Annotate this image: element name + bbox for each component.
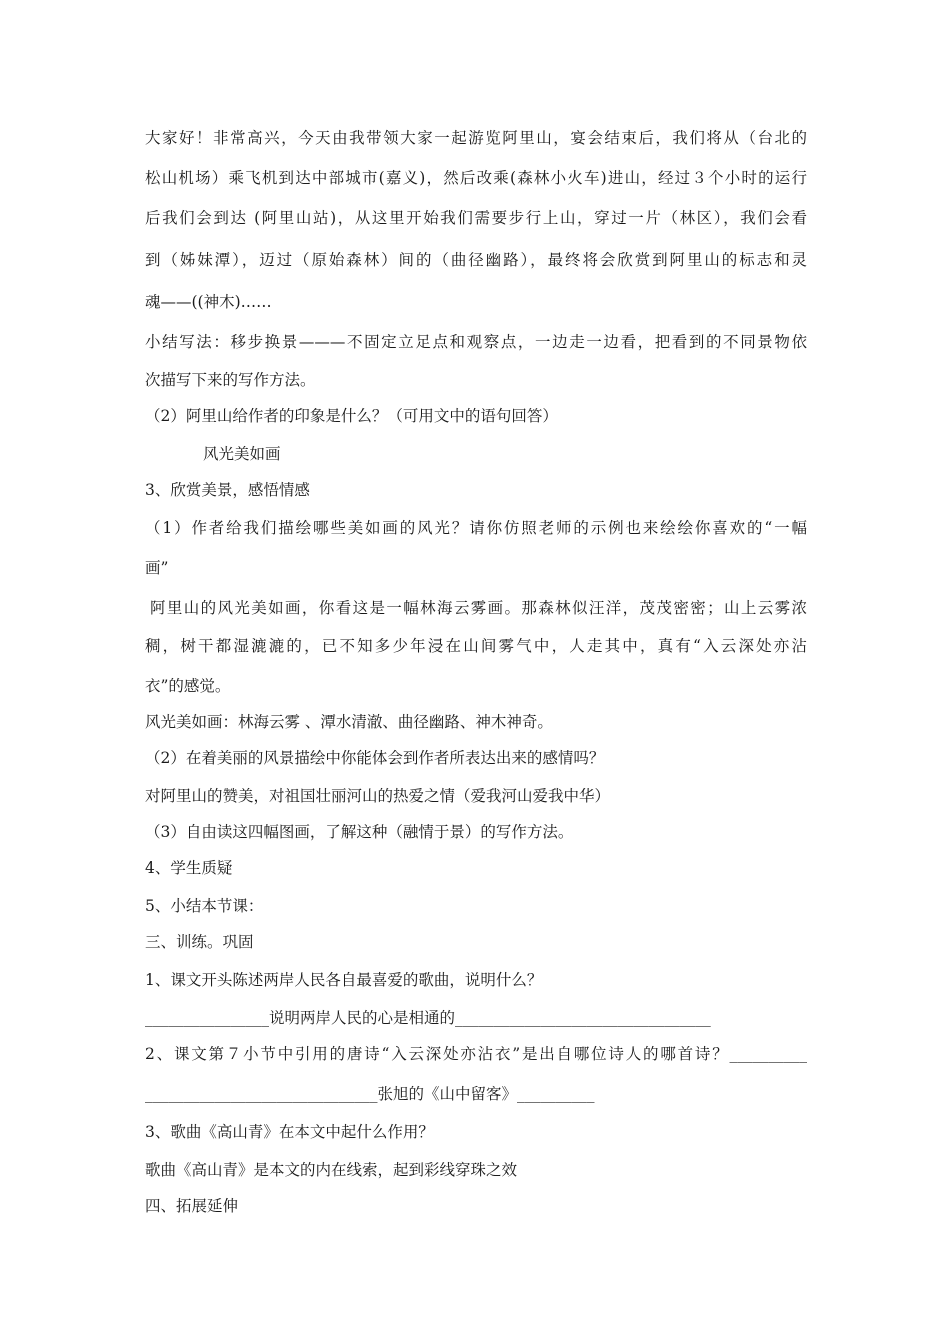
exercise-1-answer: ________________说明两岸人民的心是相通的_________________________________ <box>145 1009 711 1027</box>
section-4-heading: 4、学生质疑 <box>145 859 233 877</box>
exercise-3-answer: 歌曲《高山青》是本文的内在线索，起到彩线穿珠之效 <box>145 1161 518 1179</box>
example-line-1: 阿里山的风光美如画，你看这是一幅林海云雾画。那森林似汪洋，茂茂密密；山上云雾浓 <box>150 599 807 617</box>
part-4-heading: 四、拓展延伸 <box>145 1197 239 1215</box>
example-line-3: 衣”的感觉。 <box>145 677 231 695</box>
intro-line-4: 到（姊妹潭），迈过（原始森林）间的（曲径幽路），最终将会欣赏到阿里山的标志和灵 <box>145 251 807 269</box>
question-3-1-line-2: 画” <box>145 559 169 577</box>
exercise-2-line-2: ______________________________张旭的《山中留客》__________ <box>145 1085 595 1103</box>
exercise-1: 1、课文开头陈述两岸人民各自最喜爱的歌曲，说明什么？ <box>145 971 543 989</box>
question-3-3: （3）自由读这四幅图画，了解这种（融情于景）的写作方法。 <box>145 823 574 841</box>
example-line-2: 稠，树干都湿漉漉的，已不知多少年浸在山间雾气中，人走其中，真有“入云深处亦沾 <box>145 637 807 655</box>
exercise-3: 3、歌曲《高山青》在本文中起什么作用？ <box>145 1123 434 1141</box>
intro-line-5: 魂——((神木)…… <box>145 293 272 311</box>
question-2: （2）阿里山给作者的印象是什么？（可用文中的语句回答） <box>145 407 558 425</box>
intro-line-2: 松山机场）乘飞机到达中部城市(嘉义)，然后改乘(森林小火车)进山，经过３个小时的运行 <box>145 169 807 187</box>
exercise-2-line-1: 2、课文第７小节中引用的唐诗“入云深处亦沾衣”是出自哪位诗人的哪首诗？__________ <box>145 1045 807 1063</box>
question-3-2-answer: 对阿里山的赞美，对祖国壮丽河山的热爱之情（爱我河山爱我中华） <box>145 787 611 805</box>
summary-line-2: 次描写下来的写作方法。 <box>145 371 316 389</box>
summary-line-1: 小结写法：移步换景———不固定立足点和观察点，一边走一边看，把看到的不同景物依 <box>145 333 807 351</box>
question-2-answer: 风光美如画 <box>203 445 281 463</box>
section-5-heading: 5、小结本节课： <box>145 897 264 915</box>
intro-line-3: 后我们会到达 (阿里山站)，从这里开始我们需要步行上山，穿过一片（林区），我们会看 <box>145 209 807 227</box>
question-3-1-line-1: （1）作者给我们描绘哪些美如画的风光？请你仿照老师的示例也来绘绘你喜欢的“一幅 <box>145 519 807 537</box>
section-3-heading: 3、欣赏美景，感悟情感 <box>145 481 310 499</box>
part-3-heading: 三、训练。巩固 <box>145 933 254 951</box>
scenery-summary: 风光美如画：林海云雾 、潭水清澈、曲径幽路、神木神奇。 <box>145 713 553 731</box>
intro-line-1: 大家好！非常高兴，今天由我带领大家一起游览阿里山，宴会结束后，我们将从（台北的 <box>145 129 807 147</box>
question-3-2: （2）在着美丽的风景描绘中你能体会到作者所表达出来的感情吗？ <box>145 749 605 767</box>
